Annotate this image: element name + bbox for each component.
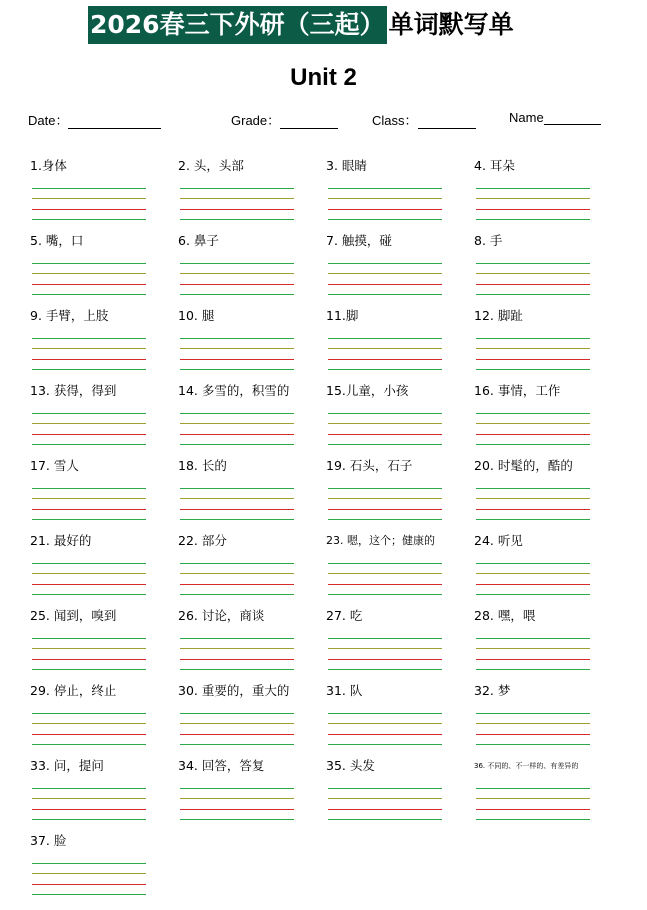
writing-line (32, 413, 146, 414)
writing-line (476, 584, 590, 585)
word-item (472, 750, 620, 825)
writing-line (476, 369, 590, 370)
writing-line (180, 423, 294, 424)
word-item (324, 375, 472, 450)
writing-line (180, 188, 294, 189)
word-item (324, 225, 472, 300)
word-prompt: 13. 获得，得到 (30, 383, 117, 398)
writing-line (32, 563, 146, 564)
writing-lines[interactable] (476, 188, 590, 222)
writing-line (180, 819, 294, 820)
word-prompt: 18. 长的 (178, 458, 227, 473)
writing-line (180, 284, 294, 285)
writing-line (32, 669, 146, 670)
writing-line (32, 788, 146, 789)
writing-line (328, 519, 442, 520)
writing-line (328, 263, 442, 264)
writing-line (180, 788, 294, 789)
writing-line (476, 359, 590, 360)
grade-label: Grade： (231, 113, 281, 128)
word-prompt: 30. 重要的，重大的 (178, 683, 290, 698)
writing-line (328, 498, 442, 499)
writing-line (328, 744, 442, 745)
writing-line (328, 188, 442, 189)
writing-line (32, 198, 146, 199)
word-prompt: 37. 脸 (30, 833, 67, 848)
writing-lines[interactable] (32, 413, 146, 447)
writing-line (476, 284, 590, 285)
unit-heading: Unit 2 (290, 64, 357, 91)
writing-lines[interactable] (476, 413, 590, 447)
writing-line (180, 713, 294, 714)
writing-lines[interactable] (328, 713, 442, 747)
word-prompt: 8. 手 (474, 233, 503, 248)
word-item (472, 450, 620, 525)
writing-line (476, 713, 590, 714)
word-item (324, 150, 472, 225)
writing-line (328, 338, 442, 339)
writing-line (328, 734, 442, 735)
writing-line (180, 584, 294, 585)
writing-line (328, 509, 442, 510)
writing-line (328, 723, 442, 724)
writing-line (328, 819, 442, 820)
name-field (509, 110, 601, 125)
writing-line (32, 519, 146, 520)
writing-line (32, 723, 146, 724)
writing-line (476, 273, 590, 274)
writing-lines[interactable] (328, 488, 442, 522)
date-blank[interactable] (68, 115, 161, 129)
word-item (472, 225, 620, 300)
writing-line (476, 294, 590, 295)
writing-lines[interactable] (476, 713, 590, 747)
writing-lines[interactable] (180, 638, 294, 672)
writing-lines[interactable] (476, 563, 590, 597)
writing-lines[interactable] (180, 563, 294, 597)
title-rest: 单词默写单 (388, 10, 514, 39)
writing-line (476, 573, 590, 574)
writing-line (476, 423, 590, 424)
word-prompt: 14. 多雪的，积雪的 (178, 383, 290, 398)
writing-line (32, 594, 146, 595)
class-label: Class： (372, 113, 418, 128)
writing-line (32, 263, 146, 264)
writing-line (476, 348, 590, 349)
writing-lines[interactable] (32, 563, 146, 597)
writing-line (328, 488, 442, 489)
word-item (28, 750, 176, 825)
word-prompt: 15.儿童，小孩 (326, 383, 409, 398)
writing-lines[interactable] (32, 488, 146, 522)
writing-line (32, 369, 146, 370)
word-prompt: 6. 鼻子 (178, 233, 219, 248)
word-prompt: 12. 脚趾 (474, 308, 523, 323)
class-field (372, 110, 476, 129)
word-item (324, 600, 472, 675)
writing-line (180, 294, 294, 295)
writing-line (32, 284, 146, 285)
writing-line (476, 659, 590, 660)
writing-line (180, 573, 294, 574)
writing-line (328, 659, 442, 660)
writing-line (180, 338, 294, 339)
writing-line (32, 638, 146, 639)
word-item (472, 150, 620, 225)
writing-line (180, 444, 294, 445)
writing-line (328, 198, 442, 199)
writing-line (180, 263, 294, 264)
writing-line (32, 809, 146, 810)
word-prompt: 7. 触摸，碰 (326, 233, 392, 248)
word-prompt: 35. 头发 (326, 758, 375, 773)
writing-line (476, 638, 590, 639)
word-item (28, 375, 176, 450)
writing-line (476, 509, 590, 510)
word-item (472, 300, 620, 375)
writing-line (476, 188, 590, 189)
writing-line (32, 219, 146, 220)
name-label: Name (509, 110, 544, 125)
writing-line (476, 498, 590, 499)
writing-lines[interactable] (328, 563, 442, 597)
writing-lines[interactable] (180, 263, 294, 297)
word-item (176, 600, 324, 675)
word-item (28, 825, 176, 900)
word-prompt: 4. 耳朵 (474, 158, 515, 173)
word-prompt: 31. 队 (326, 683, 363, 698)
writing-line (328, 209, 442, 210)
word-prompt: 36. 不同的、不一样的、有差异的 (474, 762, 579, 770)
word-prompt: 33. 问，提问 (30, 758, 104, 773)
writing-line (32, 734, 146, 735)
word-item (324, 750, 472, 825)
writing-lines[interactable] (180, 713, 294, 747)
word-item (28, 150, 176, 225)
word-item (176, 525, 324, 600)
word-item (472, 600, 620, 675)
writing-line (180, 488, 294, 489)
word-prompt: 34. 回答，答复 (178, 758, 265, 773)
writing-line (180, 273, 294, 274)
writing-line (476, 488, 590, 489)
name-blank[interactable] (544, 111, 601, 125)
writing-line (180, 359, 294, 360)
writing-line (180, 659, 294, 660)
writing-line (180, 594, 294, 595)
writing-lines[interactable] (32, 338, 146, 372)
writing-line (32, 188, 146, 189)
writing-line (328, 638, 442, 639)
writing-lines[interactable] (32, 263, 146, 297)
writing-line (328, 584, 442, 585)
writing-line (32, 338, 146, 339)
writing-lines[interactable] (476, 788, 590, 822)
writing-line (32, 584, 146, 585)
writing-lines[interactable] (476, 338, 590, 372)
writing-line (32, 423, 146, 424)
writing-line (476, 809, 590, 810)
writing-line (476, 594, 590, 595)
writing-line (180, 519, 294, 520)
word-prompt: 5. 嘴，口 (30, 233, 84, 248)
word-prompt: 20. 时髦的，酷的 (474, 458, 573, 473)
writing-line (328, 809, 442, 810)
writing-lines[interactable] (180, 788, 294, 822)
writing-line (328, 594, 442, 595)
word-prompt: 22. 部分 (178, 533, 227, 548)
writing-line (476, 198, 590, 199)
writing-line (476, 338, 590, 339)
writing-lines[interactable] (32, 188, 146, 222)
word-item (28, 300, 176, 375)
writing-lines[interactable] (180, 338, 294, 372)
word-prompt: 11.脚 (326, 308, 359, 323)
word-prompt: 32. 梦 (474, 683, 511, 698)
writing-line (328, 273, 442, 274)
writing-line (328, 444, 442, 445)
word-item (28, 525, 176, 600)
writing-lines[interactable] (32, 863, 146, 897)
writing-line (328, 219, 442, 220)
word-item (324, 525, 472, 600)
writing-line (328, 294, 442, 295)
info-row (28, 110, 618, 128)
writing-line (476, 669, 590, 670)
writing-line (180, 734, 294, 735)
word-prompt: 27. 吃 (326, 608, 363, 623)
writing-line (180, 638, 294, 639)
word-item (176, 150, 324, 225)
writing-line (328, 369, 442, 370)
writing-line (476, 744, 590, 745)
writing-line (328, 348, 442, 349)
word-prompt: 3. 眼睛 (326, 158, 367, 173)
word-prompt: 2. 头，头部 (178, 158, 244, 173)
writing-line (180, 219, 294, 220)
word-item (176, 225, 324, 300)
writing-line (180, 723, 294, 724)
word-prompt: 29. 停止，终止 (30, 683, 117, 698)
date-field (28, 110, 161, 129)
word-prompt: 25. 闻到，嗅到 (30, 608, 117, 623)
writing-line (32, 884, 146, 885)
word-item (472, 375, 620, 450)
writing-lines[interactable] (328, 188, 442, 222)
writing-lines[interactable] (328, 788, 442, 822)
writing-lines[interactable] (476, 263, 590, 297)
word-item (176, 450, 324, 525)
writing-line (32, 744, 146, 745)
writing-line (328, 413, 442, 414)
word-item (176, 300, 324, 375)
word-item (176, 375, 324, 450)
writing-line (180, 809, 294, 810)
writing-line (32, 798, 146, 799)
writing-lines[interactable] (476, 638, 590, 672)
page-title (88, 6, 514, 44)
writing-line (32, 209, 146, 210)
writing-lines[interactable] (328, 263, 442, 297)
writing-line (32, 444, 146, 445)
date-label: Date： (28, 113, 69, 128)
writing-line (32, 648, 146, 649)
writing-line (32, 659, 146, 660)
writing-line (32, 498, 146, 499)
word-prompt: 17. 雪人 (30, 458, 79, 473)
writing-lines[interactable] (32, 713, 146, 747)
writing-line (180, 669, 294, 670)
writing-line (476, 263, 590, 264)
word-item (324, 300, 472, 375)
writing-lines[interactable] (32, 788, 146, 822)
writing-line (180, 369, 294, 370)
word-prompt: 28. 嘿，喂 (474, 608, 536, 623)
word-prompt: 16. 事情，工作 (474, 383, 561, 398)
word-item (28, 600, 176, 675)
writing-line (32, 573, 146, 574)
writing-lines[interactable] (180, 488, 294, 522)
title-highlight: 2026春三下外研（三起） (88, 6, 387, 44)
word-prompt: 24. 听见 (474, 533, 523, 548)
writing-line (180, 434, 294, 435)
writing-line (476, 444, 590, 445)
writing-line (32, 873, 146, 874)
writing-line (476, 563, 590, 564)
writing-line (476, 798, 590, 799)
writing-line (32, 434, 146, 435)
writing-line (180, 509, 294, 510)
writing-lines[interactable] (32, 638, 146, 672)
writing-line (476, 219, 590, 220)
writing-line (328, 563, 442, 564)
word-item (324, 450, 472, 525)
writing-line (180, 348, 294, 349)
writing-line (328, 713, 442, 714)
word-item (28, 675, 176, 750)
writing-line (32, 894, 146, 895)
writing-lines[interactable] (328, 413, 442, 447)
writing-line (328, 669, 442, 670)
grade-field (231, 110, 338, 129)
writing-line (476, 648, 590, 649)
writing-lines[interactable] (180, 188, 294, 222)
writing-line (32, 713, 146, 714)
writing-line (32, 509, 146, 510)
writing-line (32, 819, 146, 820)
writing-line (328, 648, 442, 649)
writing-line (476, 209, 590, 210)
writing-line (32, 488, 146, 489)
writing-line (328, 423, 442, 424)
word-item (176, 750, 324, 825)
writing-line (328, 284, 442, 285)
writing-lines[interactable] (180, 413, 294, 447)
word-prompt: 1.身体 (30, 158, 67, 173)
writing-line (180, 209, 294, 210)
word-item (28, 225, 176, 300)
writing-line (32, 863, 146, 864)
writing-line (476, 723, 590, 724)
writing-line (476, 434, 590, 435)
writing-line (476, 734, 590, 735)
word-item (472, 675, 620, 750)
writing-line (328, 573, 442, 574)
writing-line (32, 294, 146, 295)
writing-line (476, 788, 590, 789)
word-prompt: 26. 讨论，商谈 (178, 608, 265, 623)
word-item (472, 525, 620, 600)
word-prompt: 23. 嗯，这个；健康的 (326, 534, 435, 547)
writing-line (328, 359, 442, 360)
word-prompt: 19. 石头，石子 (326, 458, 413, 473)
writing-line (32, 273, 146, 274)
writing-line (32, 348, 146, 349)
writing-line (476, 519, 590, 520)
writing-line (180, 498, 294, 499)
writing-lines[interactable] (328, 338, 442, 372)
writing-line (328, 434, 442, 435)
writing-lines[interactable] (328, 638, 442, 672)
word-prompt: 10. 腿 (178, 308, 215, 323)
writing-line (180, 563, 294, 564)
writing-line (476, 413, 590, 414)
writing-line (476, 819, 590, 820)
writing-line (328, 788, 442, 789)
word-prompt: 21. 最好的 (30, 533, 92, 548)
writing-line (180, 413, 294, 414)
writing-line (180, 648, 294, 649)
word-item (28, 450, 176, 525)
class-blank[interactable] (418, 115, 476, 129)
writing-line (180, 798, 294, 799)
writing-line (180, 744, 294, 745)
word-item (324, 675, 472, 750)
word-prompt: 9. 手臂，上肢 (30, 308, 109, 323)
word-item (176, 675, 324, 750)
writing-line (180, 198, 294, 199)
writing-line (328, 798, 442, 799)
writing-lines[interactable] (476, 488, 590, 522)
grade-blank[interactable] (280, 115, 338, 129)
writing-line (32, 359, 146, 360)
